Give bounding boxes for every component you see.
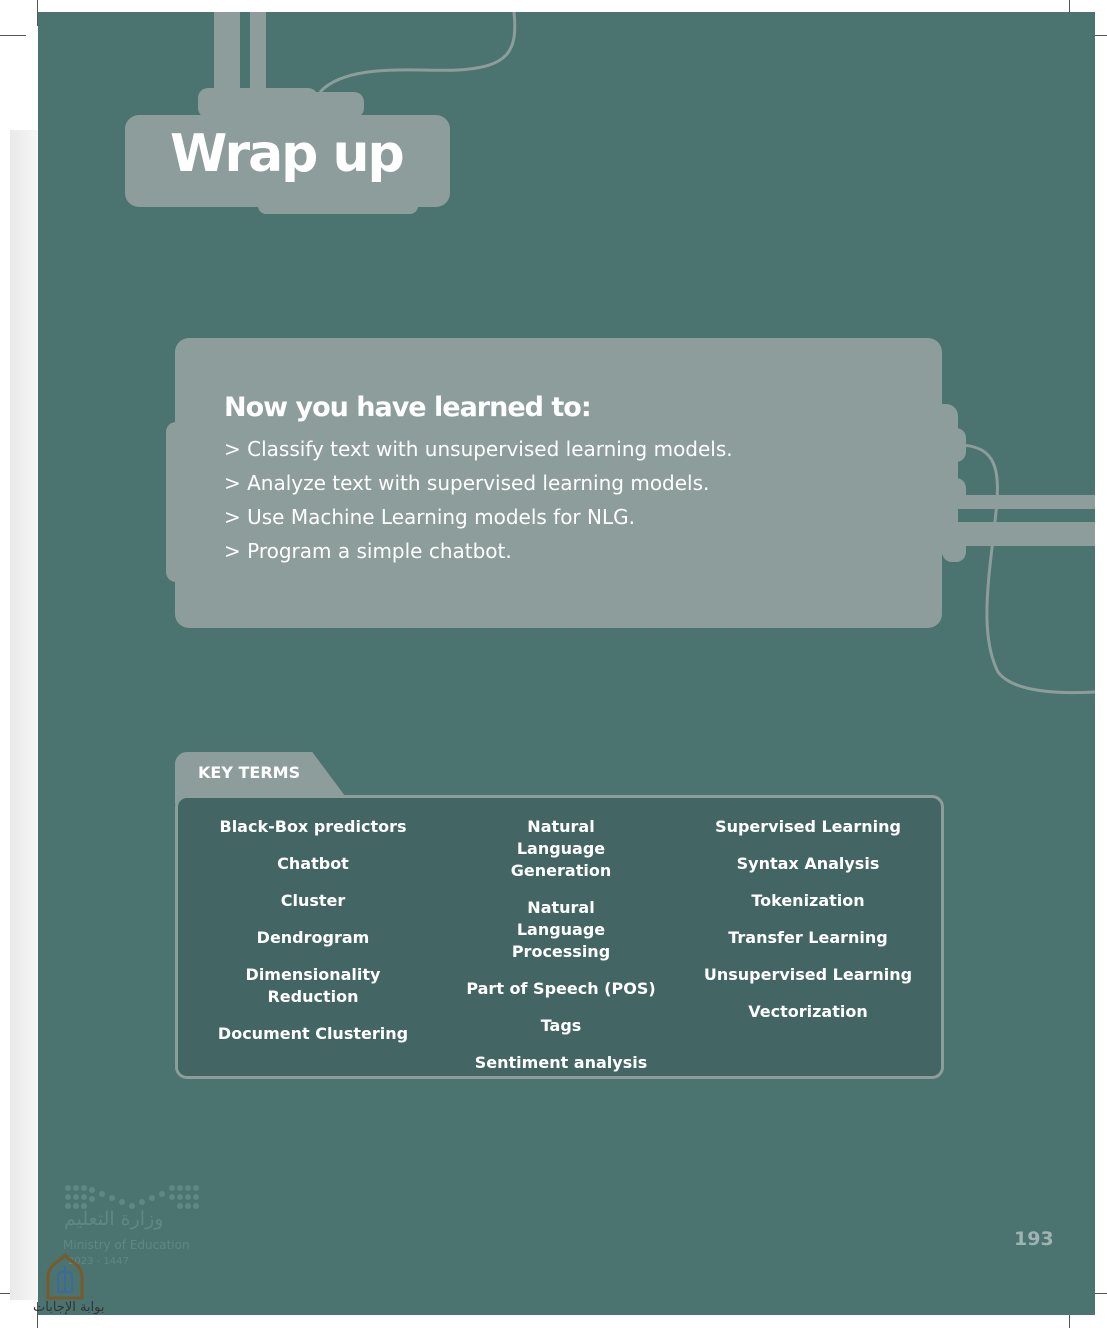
learned-item: > Analyze text with supervised learning models. — [224, 471, 710, 495]
key-term: Natural Language Processing — [511, 898, 611, 961]
ministry-name-english: Ministry of Education — [63, 1238, 190, 1252]
key-term: Transfer Learning — [728, 928, 888, 947]
key-term: Tags — [540, 1016, 582, 1035]
key-term: Natural Language Generation — [510, 817, 612, 880]
key-term: Dimensionality Reduction — [245, 965, 381, 1006]
key-term: Document Clustering — [217, 1024, 409, 1043]
page-number: 193 — [1014, 1228, 1054, 1250]
key-terms-label: KEY TERMS — [198, 763, 301, 782]
key-term: Vectorization — [748, 1002, 868, 1021]
key-term: Syntax Analysis — [736, 854, 880, 873]
learned-item: > Classify text with unsupervised learning models. — [224, 437, 733, 461]
key-term: Chatbot — [277, 854, 349, 873]
key-term: Tokenization — [751, 891, 865, 910]
key-term: Dendrogram — [256, 928, 370, 947]
key-term: Supervised Learning — [715, 817, 901, 836]
page — [38, 12, 1095, 1315]
key-term: Sentiment analysis — [474, 1053, 648, 1072]
page-gutter — [10, 130, 38, 1300]
key-terms-column-3 — [683, 816, 933, 1038]
learned-item: > Program a simple chatbot. — [224, 539, 512, 563]
crop-mark — [0, 35, 26, 36]
ministry-name-arabic: وزارة التعليم — [64, 1208, 164, 1230]
site-watermark-text: بوابة الإجابات — [33, 1300, 105, 1315]
learned-item: > Use Machine Learning models for NLG. — [224, 505, 635, 529]
learned-list — [224, 432, 733, 568]
decorative-connectors — [38, 12, 1095, 1315]
key-terms-panel — [175, 795, 944, 1079]
key-terms-column-1 — [188, 816, 438, 1060]
key-term: Part of Speech (POS) — [466, 979, 656, 998]
key-term: Black-Box predictors — [219, 817, 407, 836]
site-watermark-icon — [40, 1252, 90, 1302]
key-term: Unsupervised Learning — [703, 965, 913, 984]
key-terms-column-2 — [436, 816, 686, 1089]
page-title: Wrap up — [170, 124, 403, 184]
ministry-year: 2023 - 1447 — [68, 1256, 129, 1267]
learned-heading: Now you have learned to: — [224, 392, 591, 423]
key-term: Cluster — [280, 891, 346, 910]
